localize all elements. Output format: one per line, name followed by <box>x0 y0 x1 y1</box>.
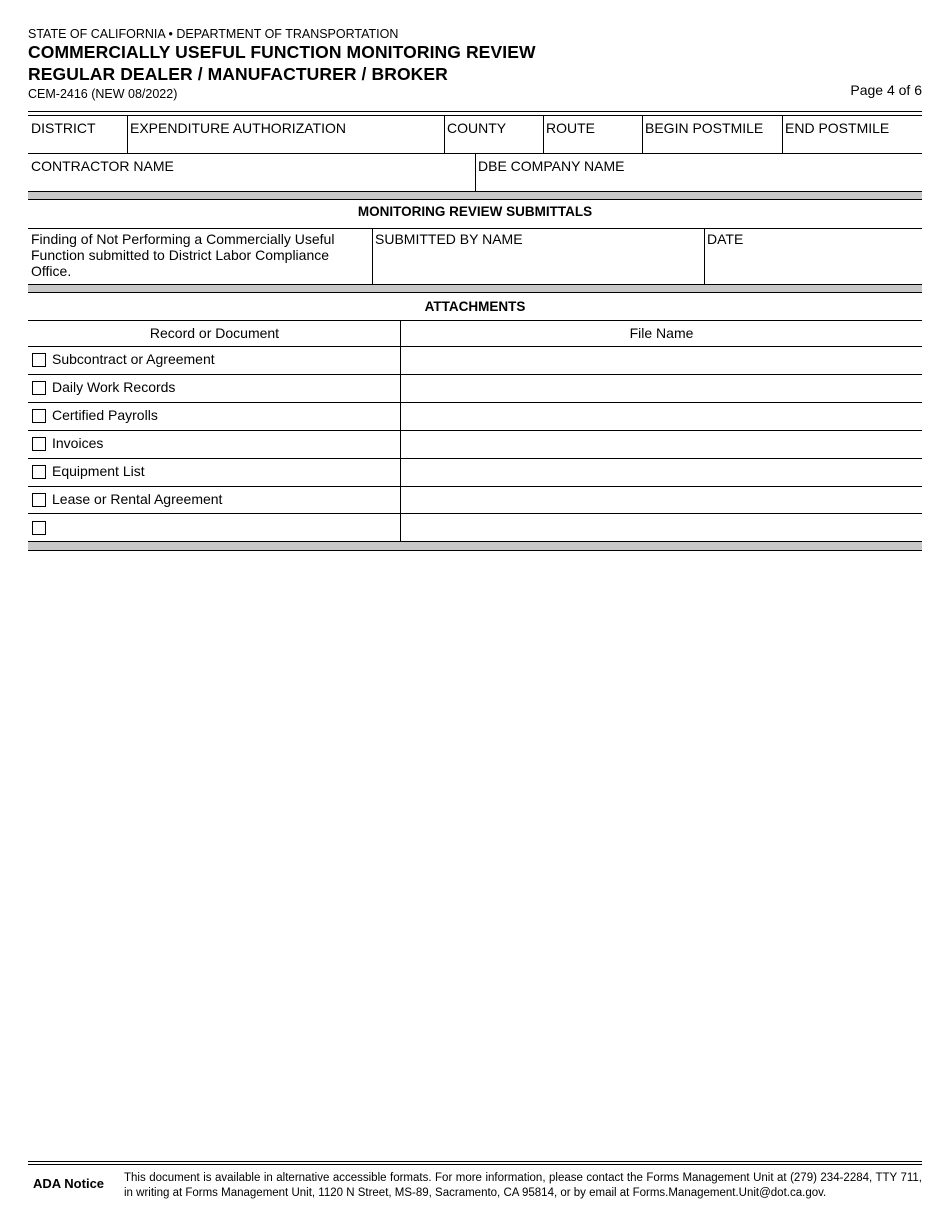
attachment-label: Subcontract or Agreement <box>52 351 215 367</box>
attachment-checkbox[interactable] <box>32 381 46 395</box>
footer-rule <box>28 1161 922 1162</box>
submittals-heading: MONITORING REVIEW SUBMITTALS <box>357 204 593 219</box>
attachments-section <box>28 0 922 560</box>
county-label: COUNTY <box>447 120 507 136</box>
attachment-label: Invoices <box>52 435 104 451</box>
file-name-input[interactable] <box>401 347 922 374</box>
file-name-input[interactable] <box>401 487 922 514</box>
attachment-checkbox[interactable] <box>32 437 46 451</box>
attachment-label: Lease or Rental Agreement <box>52 491 223 507</box>
form-title: COMMERCIALLY USEFUL FUNCTION MONITORING REVIEW <box>28 42 536 62</box>
dbe-company-name-label: DBE COMPANY NAME <box>478 158 625 174</box>
file-name-column-header: File Name <box>629 325 694 341</box>
file-name-input[interactable] <box>401 431 922 458</box>
ada-notice-label: ADA Notice <box>33 1176 105 1191</box>
end-postmile-label: END POSTMILE <box>785 120 890 136</box>
file-name-input[interactable] <box>401 514 922 541</box>
route-label: ROUTE <box>546 120 595 136</box>
form-subtitle: REGULAR DEALER / MANUFACTURER / BROKER <box>28 64 448 84</box>
attachment-label: Certified Payrolls <box>52 407 158 423</box>
page-number: Page 4 of 6 <box>850 82 922 98</box>
file-name-input[interactable] <box>401 459 922 486</box>
file-name-input[interactable] <box>401 403 922 430</box>
footer-rule <box>28 1164 922 1165</box>
attachment-checkbox[interactable] <box>32 521 46 535</box>
record-column-header: Record or Document <box>149 325 280 341</box>
file-name-input[interactable] <box>401 375 922 402</box>
contractor-name-label: CONTRACTOR NAME <box>31 158 174 174</box>
finding-statement: Finding of Not Performing a Commercially Useful Function submitted to District Labor Compliance Office. <box>31 231 335 279</box>
begin-postmile-label: BEGIN POSTMILE <box>645 120 764 136</box>
attachment-checkbox[interactable] <box>32 465 46 479</box>
attachment-checkbox[interactable] <box>32 493 46 507</box>
agency-line: STATE OF CALIFORNIA • DEPARTMENT OF TRANSPORTATION <box>28 27 399 41</box>
attachment-label: Equipment List <box>52 463 145 479</box>
submitted-by-label: SUBMITTED BY NAME <box>375 231 523 247</box>
attachment-checkbox[interactable] <box>32 353 46 367</box>
ada-notice-text: This document is available in alternative accessible formats. For more information, please contact the Forms Management Unit at (279) 234-2284, TTY 711, in writing at Forms Management Unit, 1120 N Street, MS-89, Sacramento, CA 95814, or by email at Forms.Management.Unit@dot.ca.gov. <box>124 1172 922 1199</box>
attachment-label: Daily Work Records <box>52 379 176 395</box>
attachments-heading: ATTACHMENTS <box>424 299 526 314</box>
date-label: DATE <box>707 231 744 247</box>
form-number: CEM-2416 (NEW 08/2022) <box>28 87 178 101</box>
expenditure-authorization-label: EXPENDITURE AUTHORIZATION <box>130 120 346 136</box>
district-label: DISTRICT <box>31 120 96 136</box>
attachment-checkbox[interactable] <box>32 409 46 423</box>
